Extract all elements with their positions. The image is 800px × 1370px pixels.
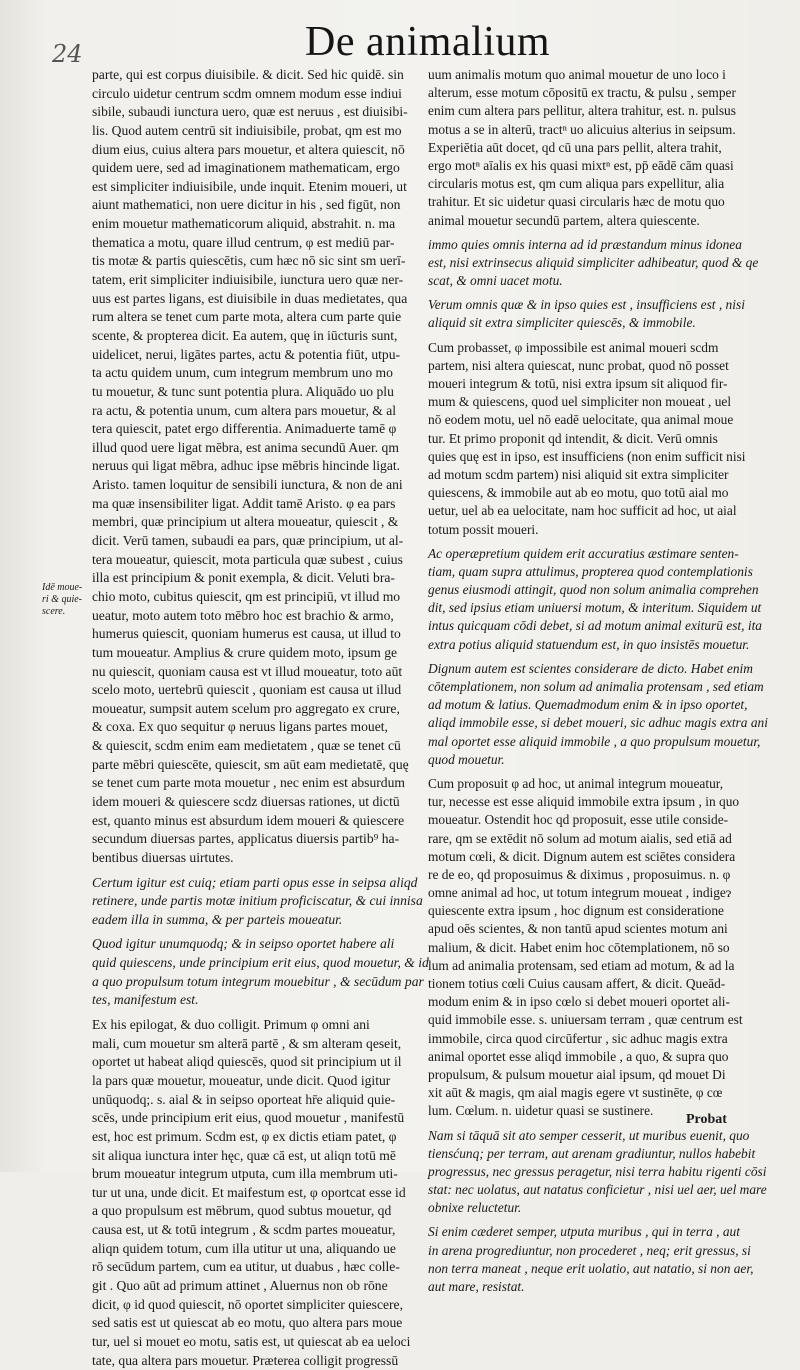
text-line: Certum igitur est cuiq; etiam parti opus esse in seipsa aliqd — [92, 874, 418, 890]
text-line: est, quanto minus est absurdum idem moueri & quiescere — [92, 812, 405, 828]
text-line: moueatur. Ostendit hoc qd proposuit, esse utile conside- — [428, 812, 729, 828]
text-line: sed satis est ut quiescat ab eo motu, quo altera pars moue — [92, 1315, 403, 1331]
text-line: alterum, esse motum cōpositū ex tractu, & pulsu , semper — [428, 85, 736, 101]
translation-paragraph — [428, 296, 780, 332]
commentary-paragraph — [428, 66, 780, 230]
text-line: mali, cum mouetur sm alterā partē , & sm alteram qeseit, — [92, 1035, 402, 1051]
text-line: aut mare, resistat. — [428, 1279, 525, 1294]
text-line: rō secūdum partem, cum ea utitur, ut duabus , hæc colle- — [92, 1259, 400, 1275]
text-line: ueatur, moto autem toto mēbro hoc est brachio & armo, — [92, 607, 394, 623]
text-line: secundum diuersas partes, applicatus diuersis partib⁹ ha- — [92, 831, 400, 847]
right-text-column — [428, 66, 780, 1296]
text-line: apud oēs scientes, & non tantū apud scientes motum ani — [428, 921, 728, 937]
catchword: Probat — [686, 1112, 727, 1127]
text-line: propulsum, & pulsum mouetur aial ipsum, qd mouet Di — [428, 1066, 726, 1082]
text-line: nu quiescit, quoniam causa est vt illud moueatur, toto aūt — [92, 663, 403, 679]
text-line: rum altera se tenet cum parte mota, altera cum parte quie — [92, 309, 402, 325]
text-line: Cum probasset, φ impossibile est animal moueri scdm — [428, 339, 719, 355]
text-line: in arena progrediuntur, non procederet , neq; erit gressus, si — [428, 1242, 751, 1258]
text-line: aliqn quidem totum, cum illa utitur ut una, aliquando ue — [92, 1240, 396, 1256]
translation-paragraph — [428, 1127, 780, 1218]
text-line: intus quicquam cōdi debet, si ad motum animal exiturū est, ita — [428, 618, 762, 634]
commentary-paragraph — [92, 1016, 417, 1370]
text-line: dit, sed ipsius etiam uniuersi motum, & interitum. Siquidem ut — [428, 600, 762, 616]
text-line: membri, quæ principium ut altera moueatur, quiescit , & — [92, 514, 399, 530]
text-line: quod mouetur. — [428, 751, 505, 767]
text-line: la pars quæ mouetur, moueatur, unde dicit. Quod igitur — [92, 1072, 391, 1088]
text-line: dium eius, cuius altera pars mouetur, et altera quiescit, nō — [92, 141, 405, 157]
text-line: bentibus diuersas uirtutes. — [92, 849, 234, 865]
text-line: re de eo, qd proposuimus & diximus , proposuimus. n. φ — [428, 866, 731, 882]
text-line: ra actu, & potentia unum, cum altera pars mouetur, & al — [92, 402, 397, 418]
text-line: aliqd immobile esse, si debet moueri, sic adhuc magis extra ani — [428, 715, 768, 731]
text-line: circulo uidetur centrum scdm omnem modum esse indiui — [92, 85, 402, 101]
text-line: chio moto, cubitus quiescit, qm est principiū, vt illud mo — [92, 588, 401, 604]
translation-paragraph — [428, 660, 780, 769]
text-line: lis. Quod autem centrū sit indiuisibile, probat, qm est mo — [92, 122, 402, 138]
commentary-paragraph — [92, 66, 417, 868]
text-line: tis motæ & partis quiescētis, cum hæc nō sic sint sm uerī- — [92, 253, 406, 269]
text-line: tatem, erit simpliciter indiuisibile, iunctura uero quæ ner- — [92, 272, 404, 288]
text-line: immo quies omnis interna ad id præstandum minus idonea — [428, 236, 742, 252]
text-line: tu mouetur, & tunc sunt potentia plura. Aliquādo uo plu — [92, 383, 394, 399]
text-line: stat: nec uolatus, aut natatus conficietur , nisi uel aer, uel mare — [428, 1182, 767, 1198]
text-line: parte mēbri quiescēte, quiescit, sm aūt eam medietatē, quę — [92, 756, 409, 772]
text-line: aliquid sit extra simpliciter quiescēs, & immobile. — [428, 315, 696, 331]
text-line: aiunt mathematici, non uere dicitur in his , sed figūt, non — [92, 197, 401, 213]
text-line: tate, qua altera pars mouetur. Præterea colligit progressū — [92, 1352, 399, 1368]
text-line: mum & quiescens, quod uel simpliciter non moueat , uel — [428, 394, 732, 410]
commentary-paragraph — [428, 775, 780, 1121]
text-line: est, hoc est primum. Scdm est, φ ex dictis etiam patet, φ — [92, 1128, 397, 1144]
text-line: est simpliciter indiuisibile, unde inquit. Etenim moueri, ut — [92, 178, 407, 194]
text-line: scēs, unde principium erit eius, quod mouetur , manifestū — [92, 1110, 405, 1126]
text-line: quiescente extra ipsum , hoc dignum est consideratione — [428, 903, 724, 919]
text-line: a quo propulsum est mēbrum, quod subtus mouetur, qd — [92, 1203, 392, 1219]
text-line: malium, & dicit. Habet enim hoc cōtemplationem, nō so — [428, 939, 730, 955]
text-line: animal mouetur secundū partem, altera quiescente. — [428, 212, 700, 228]
text-line: tiam, quam supra attulimus, propterea quod contemplationis — [428, 563, 753, 579]
text-line: illa est principium & ponit exempla, & dicit. Veluti bra- — [92, 570, 395, 586]
text-line: neruus qui ligat mēbra, adhuc ipse mēbris hincinde ligat. — [92, 458, 401, 474]
text-line: trahitur. Et sic uidetur quasi circularis hæc de motu quo — [428, 194, 725, 210]
text-line: lum ad animalia protensam, sed etiam ad motum, & ad la — [428, 957, 735, 973]
text-line: uus est partes ligans, est diuisibile in duas medietates, qua — [92, 290, 408, 306]
folio-number: 24 — [52, 40, 83, 68]
text-line: scat, & omni uacet motu. — [428, 273, 563, 289]
text-line: uetur, uel ab ea uelocitate, nam hoc sufficit ad hoc, ut aial — [428, 503, 737, 519]
text-line: quidem uere, sed ad imaginationem mathematicam, ergo — [92, 160, 400, 176]
text-line: uidelicet, nerui, ligātes partes, actu & potentia fiūt, utpu- — [92, 346, 401, 362]
text-line: tur, necesse est esse aliquid immobile extra ipsum , in quo — [428, 794, 740, 810]
text-line: causa est, ut & totū integrum , & scdm partes moueatur, — [92, 1222, 396, 1238]
text-line: & quiescit, scdm enim eam medietatem , quæ se tenet cū — [92, 738, 401, 754]
text-line: Verum omnis quæ & in ipso quies est , insufficiens est , nisi — [428, 297, 745, 313]
text-line: Cum proposuit φ ad hoc, ut animal integrum moueatur, — [428, 775, 724, 791]
text-line: ad motum & latius. Quemadmodum enim & in ipso oportet, — [428, 697, 748, 713]
text-line: animal oportet esse aliqd immobile , a quo, & supra quo — [428, 1048, 729, 1064]
text-line: thematica a motu, quare illud centrum, φ est mediū par- — [92, 234, 395, 250]
text-line: quies quę est in ipso, est insufficiens (non enim sufficit nisi — [428, 448, 746, 464]
text-line: mal oportet esse aliquid immobile , a quo propulsum mouetur, — [428, 733, 761, 749]
text-line: scelo moto, uertebrū quiescit , quoniam est causa ut illud — [92, 682, 402, 698]
text-line: genus eiusmodi attingit, quod non solum animalia comprehen — [428, 582, 759, 598]
text-line: humerus quiescit, quoniam humerus est causa, ut illud to — [92, 626, 401, 642]
margin-note — [42, 582, 90, 618]
text-line: enim mouetur mathematicorum aliquid, abstrahit. n. ma — [92, 216, 396, 232]
left-text-column — [92, 66, 429, 1370]
text-line: quid immobile esse. s. uniuersam terram , quæ centrum est — [428, 1012, 743, 1028]
translation-paragraph — [92, 874, 423, 930]
text-line: progressus, nec gressus peragetur, nisi terra habitu rigenti cōsi — [428, 1163, 767, 1179]
text-line: a quo propulsum totum integrum mouebitur , & secūdum par — [92, 973, 424, 989]
text-line: tur ut una, unde dicit. Et maifestum est, φ oportcat esse id — [92, 1184, 406, 1200]
text-line: dicit, φ id quod quiescit, nō oportet simpliciter quiescere, — [92, 1296, 403, 1312]
text-line: motus a se in alterū, tractⁿ uo alicuius alterius in seipsum. — [428, 121, 736, 137]
text-line: unūquodq;. s. aial & in seipso oporteat hr̄e aliquid quie- — [92, 1091, 396, 1107]
translation-paragraph — [92, 935, 429, 1010]
text-line: illud quod uere ligat mēbra, est anima secundū Auer. qm — [92, 439, 399, 455]
text-line: retinere, unde partis motæ initium proficiscatur, & cui innisa — [92, 893, 423, 909]
text-line: tera quiescit, patet ergo differentia. Animaduerte tamē φ — [92, 421, 397, 437]
page-title: De animalium — [305, 19, 551, 65]
text-line: tur. Et primo proponit qd intendit, & dicit. Verū omnis — [428, 430, 718, 446]
text-line: se tenet cum parte mota mouetur , nec enim est absurdum — [92, 775, 405, 791]
text-line: omne animal ad hoc, ut totum integrum moueat , indigeɂ — [428, 885, 732, 901]
text-line: tionem totius cœli Cuius causam affert, & dicit. Queād- — [428, 976, 726, 991]
text-line: Experiētia aūt docet, qd cū una pars pellit, altera trahit, — [428, 139, 722, 155]
text-line: sibile, subaudi iunctura uero, quæ est neruus , est diuisibi- — [92, 104, 408, 120]
text-line: rare, qm se extēdit nō solum ad motum aialis, sed etiā ad — [428, 830, 732, 846]
text-line: cōtemplationem, non solum ad animalia protensam , sed etiam — [428, 679, 764, 694]
text-line: parte, qui est corpus diuisibile. & dicit. Sed hic quidē. sin — [92, 67, 404, 82]
text-line: Quod igitur unumquodq; & in seipso oportet habere ali — [92, 936, 395, 952]
text-line: moueatur, sumpsit autem scelum pro aggregato ex crure, — [92, 700, 400, 716]
text-line: tera moueatur, quiescit, mota particula quæ subest , cuius — [92, 551, 403, 567]
text-line: tur, uel si mouet eo motu, satis est, ut quiescat ab ea ueloci — [92, 1333, 411, 1349]
margin-note-line: ri & quie- — [42, 594, 82, 605]
text-line: lum. Cœlum. n. uidetur quasi se sustinere. — [428, 1103, 654, 1119]
text-line: non terra maneat , neque erit uolatio, aut natatio, si non aer, — [428, 1260, 754, 1276]
text-line: ta actu quidem unum, cum integrum membrum uno mo — [92, 365, 393, 381]
text-line: Nam si tāquā sit ato semper cesserit, ut muribus euenit, quo — [428, 1127, 750, 1143]
text-line: eadem illa in summa, & per parteis moueatur. — [92, 911, 343, 927]
text-line: tum moueatur. Amplius & crure quidem moto, ipsum ge — [92, 644, 398, 660]
text-line: ergo motⁿ aīalis ex his quasi mixtⁿ est, pp̄ eādē cām quasi — [428, 157, 734, 173]
text-line: immobile, circa quod circūfertur , sic adhuc magis extra — [428, 1030, 728, 1046]
text-line: est, nisi extrinsecus aliquid simpliciter adhibeatur, quod & qe — [428, 254, 759, 270]
text-line: quiescens, & immobile aut ab eo motu, quo totū aial mo — [428, 485, 729, 501]
text-line: uum animalis motum quo animal mouetur de uno loco i — [428, 67, 726, 82]
text-line: ma quæ insensibiliter ligat. Addit tamē Aristo. φ ea pars — [92, 495, 396, 511]
translation-paragraph — [428, 545, 780, 654]
text-line: xit aūt & magis, qm aial magis egere vt sustinēte, φ cœ — [428, 1085, 723, 1101]
text-line: totum possit moueri. — [428, 521, 539, 537]
translation-paragraph — [428, 236, 780, 291]
text-line: sit aliqua iunctura inter hęc, quæ cā est, ut aliqn totū mē — [92, 1147, 396, 1163]
text-line: oportet ut habeat aliqd quiescēs, quod sit principium ut il — [92, 1054, 402, 1070]
text-line: extra potius aliquid statuendum est, in quo insistēs mouetur. — [428, 636, 750, 652]
text-line: brum moueatur integrum utputa, cum illa membrum uti- — [92, 1166, 398, 1182]
text-line: tiensćunq; per terram, aut arenam gradiuntur, nullos habebit — [428, 1145, 756, 1161]
text-line: Si enim cæderet semper, utputa muribus , qui in terra , aut — [428, 1224, 740, 1240]
text-line: partem, nisi altera quiescat, nunc probat, quod nō posset — [428, 357, 729, 373]
text-line: enim cum altera pars pellitur, altera trahitur, est. n. pulsus — [428, 103, 736, 119]
text-line: Aristo. tamen loquitur de sensibili iunctura, & non de ani — [92, 477, 403, 493]
text-line: Ac operæpretium quidem erit accuratius æstimare senten- — [428, 545, 739, 561]
text-line: motum cœli, & dicit. Dignum autem est sciētes considera — [428, 848, 736, 864]
text-line: circularis motus est, qm cum aliqua pars expellitur, alia — [428, 176, 725, 192]
text-line: & coxa. Ex quo sequitur φ neruus ligans partes mouet, — [92, 719, 388, 735]
margin-note-line: Idē moue- — [42, 582, 83, 593]
text-line: git . Quo aūt ad primum attinet , Aluernus non ob rōne — [92, 1278, 388, 1293]
text-line: tes, manifestum est. — [92, 992, 199, 1008]
text-line: nō eodem motu, uel nō eadē uelocitate, qua animal moue — [428, 412, 734, 428]
text-line: obnixe reluctetur. — [428, 1200, 522, 1216]
text-line: quid quiescens, unde principium erit eius, quod mouetur, & id — [92, 955, 429, 971]
text-line: Ex his epilogat, & duo colligit. Primum φ omni ani — [92, 1017, 370, 1033]
text-line: Dignum autem est scientes considerare de dicto. Habet enim — [428, 660, 753, 676]
margin-note-line: scere. — [42, 606, 66, 617]
text-line: dicit. Verū tamen, subaudi ea pars, quæ principium, ut al- — [92, 533, 404, 549]
text-line: ad motum scdm partem) nisi aliquid sit extra simpliciter — [428, 466, 729, 482]
text-line: modum enim & in ipso cœlo si debet moueri oportet ali- — [428, 994, 730, 1010]
commentary-paragraph — [428, 339, 780, 539]
translation-paragraph — [428, 1223, 780, 1296]
text-line: moueri integrum & totū, nisi extra ipsum sit aliquod fir- — [428, 376, 728, 391]
text-line: scente, & propterea dicit. Ea autem, quę in iūcturis sunt, — [92, 327, 398, 343]
text-line: idem moueri & quiescere scdz diuersas rationes, ut dictū — [92, 793, 400, 809]
